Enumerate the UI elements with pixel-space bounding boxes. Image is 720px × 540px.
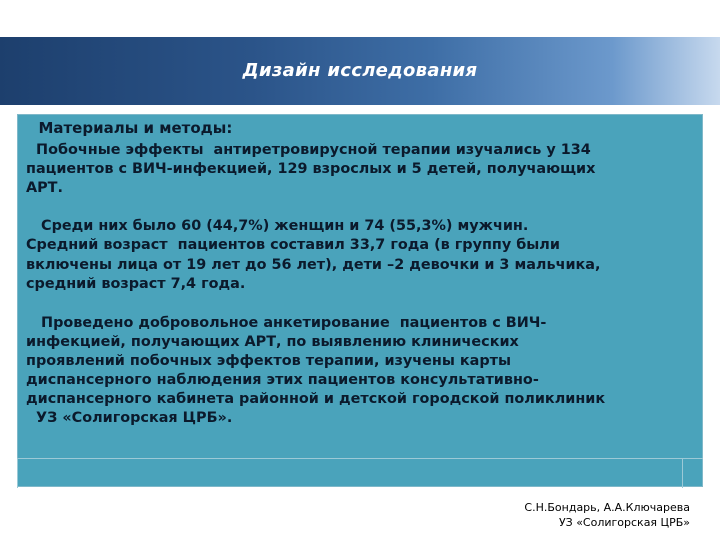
- paragraph-line: Проведено добровольное анкетирование пациентов с ВИЧ-: [26, 315, 547, 331]
- paragraph-line: Побочные эффекты антиретровирусной терапии изучались у 134: [26, 142, 591, 158]
- paragraph-line: пациентов с ВИЧ-инфекцией, 129 взрослых и 5 детей, получающих: [26, 161, 596, 177]
- paragraph-line: инфекцией, получающих АРТ, по выявлению клинических: [26, 334, 519, 350]
- section-title: Материалы и методы:: [28, 119, 233, 137]
- paragraph-line: АРТ.: [26, 180, 63, 196]
- content-panel-bottom-row: [17, 458, 703, 487]
- row-divider-left: [17, 459, 18, 488]
- paragraph-line: включены лица от 19 лет до 56 лет), дети –2 девочки и 3 мальчика,: [26, 257, 601, 273]
- footer-authors: С.Н.Бондарь, А.А.Ключарева: [524, 501, 690, 514]
- paragraph-line: проявлений побочных эффектов терапии, изучены карты: [26, 353, 512, 369]
- footer-institution: УЗ «Солигорская ЦРБ»: [558, 516, 690, 529]
- paragraph-line: диспансерного наблюдения этих пациентов консультативно-: [26, 372, 539, 388]
- paragraph-line: Среди них было 60 (44,7%) женщин и 74 (55,3%) мужчин.: [26, 218, 529, 234]
- paragraph-line: УЗ «Солигорская ЦРБ».: [26, 410, 233, 426]
- paragraph-line: диспансерного кабинета районной и детской городской поликлиник: [26, 391, 606, 407]
- paragraph-line: Средний возраст пациентов составил 33,7 года (в группу были: [26, 237, 560, 253]
- row-divider-right: [682, 459, 683, 488]
- footer-credits: [524, 500, 690, 530]
- paragraph-line: средний возраст 7,4 года.: [26, 276, 246, 292]
- slide-title: Дизайн исследования: [242, 60, 478, 81]
